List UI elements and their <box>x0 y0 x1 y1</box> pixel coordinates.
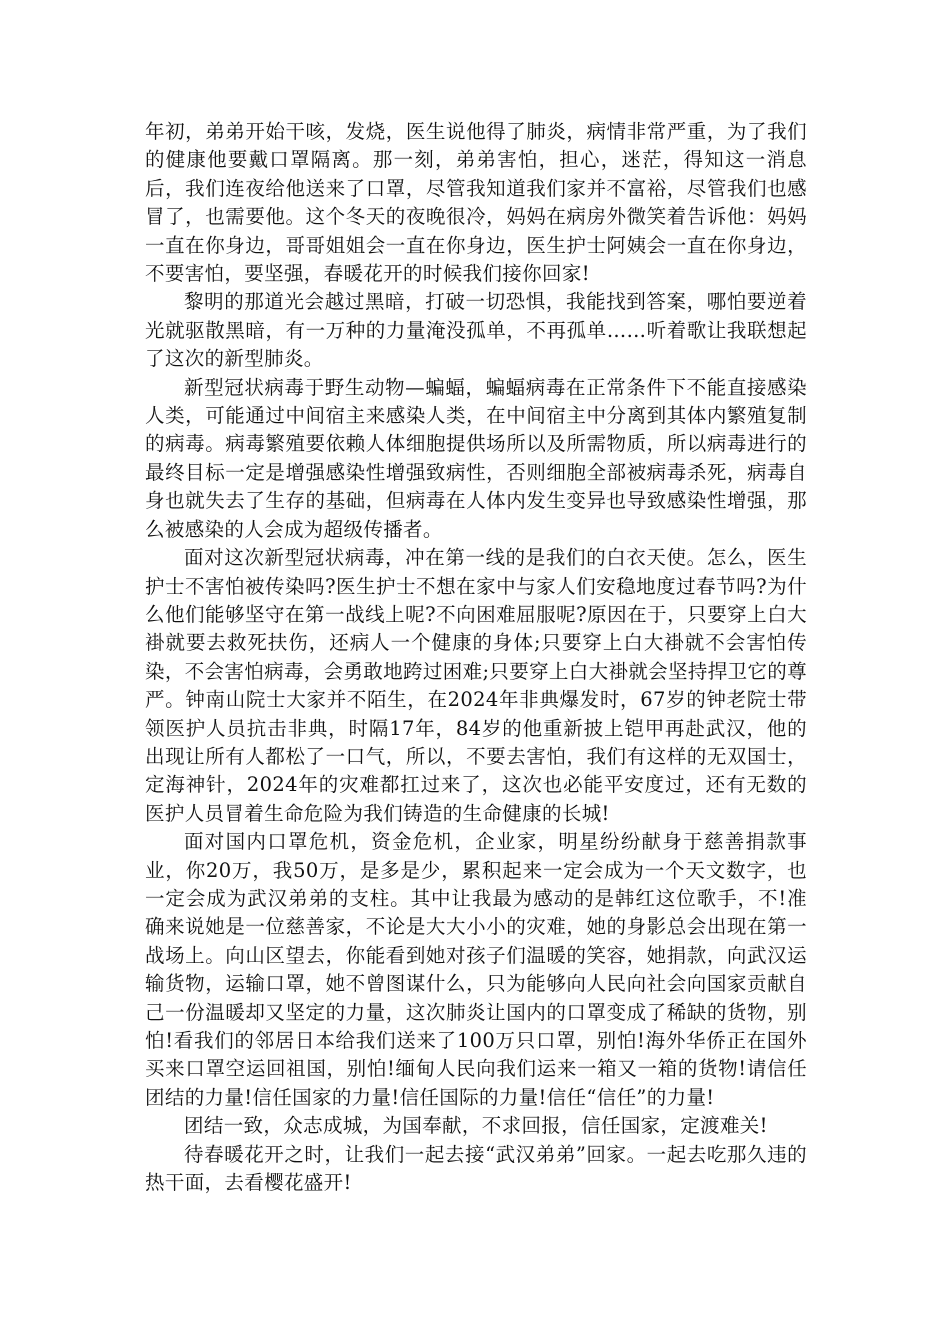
paragraph-1: 年初，弟弟开始干咳，发烧，医生说他得了肺炎，病情非常严重，为了我们的健康他要戴口罩隔离。那一刻，弟弟害怕，担心，迷茫，得知这一消息后，我们连夜给他送来了口罩，尽管我知道我们家并不富裕，尽管我们也感冒了，也需要他。这个冬天的夜晚很冷，妈妈在病房外微笑着告诉他：妈妈一直在你身边，哥哥姐姐会一直在你身边，医生护士阿姨会一直在你身边，不要害怕，要坚强，春暖花开的时候我们接你回家! <box>145 120 807 286</box>
paragraph-5: 面对国内口罩危机，资金危机，企业家，明星纷纷献身于慈善捐款事业，你20万，我50万，是多是少，累积起来一定会成为一个天文数字，也一定会成为武汉弟弟的支柱。其中让我最为感动的是韩红这位歌手，不!准确来说她是一位慈善家，不论是大大小小的灾难，她的身影总会出现在第一战场上。向山区望去，你能看到她对孩子们温暖的笑容，她捐款，向武汉运输货物，运输口罩，她不曾图谋什么，只为能够向人民向社会向国家贡献自己一份温暖却又坚定的力量，这次肺炎让国内的口罩变成了稀缺的货物，别怕!看我们的邻居日本给我们送来了100万只口罩，别怕!海外华侨正在国外买来口罩空运回祖国，别怕!缅甸人民向我们运来一箱又一箱的货物!请信任团结的力量!信任国家的力量!信任国际的力量!信任“信任”的力量! <box>145 830 807 1109</box>
paragraph-2: 黎明的那道光会越过黑暗，打破一切恐惧，我能找到答案，哪怕要逆着光就驱散黑暗，有一万种的力量淹没孤单，不再孤单……听着歌让我联想起了这次的新型肺炎。 <box>145 290 807 371</box>
paragraph-7: 待春暖花开之时，让我们一起去接“武汉弟弟”回家。一起去吃那久违的热干面，去看樱花盛开! <box>145 1142 807 1195</box>
paragraph-4: 面对这次新型冠状病毒，冲在第一线的是我们的白衣天使。怎么，医生护士不害怕被传染吗?医生护士不想在家中与家人们安稳地度过春节吗?为什么他们能够坚守在第一战线上呢?不向困难屈服呢?原因在于，只要穿上白大褂就要去救死扶伤，还病人一个健康的身体;只要穿上白大褂就不会害怕传染，不会害怕病毒，会勇敢地跨过困难;只要穿上白大褂就会坚持捍卫它的尊严。钟南山院士大家并不陌生，在2024年非典爆发时，67岁的钟老院士带领医护人员抗击非典，时隔17年，84岁的他重新披上铠甲再赴武汉，他的出现让所有人都松了一口气，所以，不要去害怕，我们有这样的无双国士，定海神针，2024年的灾难都扛过来了，这次也必能平安度过，还有无数的医护人员冒着生命危险为我们铸造的生命健康的长城! <box>145 546 807 825</box>
document-body <box>145 118 807 1197</box>
paragraph-6: 团结一致，众志成城，为国奉献，不求回报，信任国家，定渡难关! <box>184 1114 768 1138</box>
paragraph-3: 新型冠状病毒于野生动物—蝙蝠，蝙蝠病毒在正常条件下不能直接感染人类，可能通过中间宿主来感染人类，在中间宿主中分离到其体内繁殖复制的病毒。病毒繁殖要依赖人体细胞提供场所以及所需物质，所以病毒进行的最终目标一定是增强感染性增强致病性，否则细胞全部被病毒杀死，病毒自身也就失去了生存的基础，但病毒在人体内发生变异也导致感染性增强，那么被感染的人会成为超级传播者。 <box>145 375 807 541</box>
